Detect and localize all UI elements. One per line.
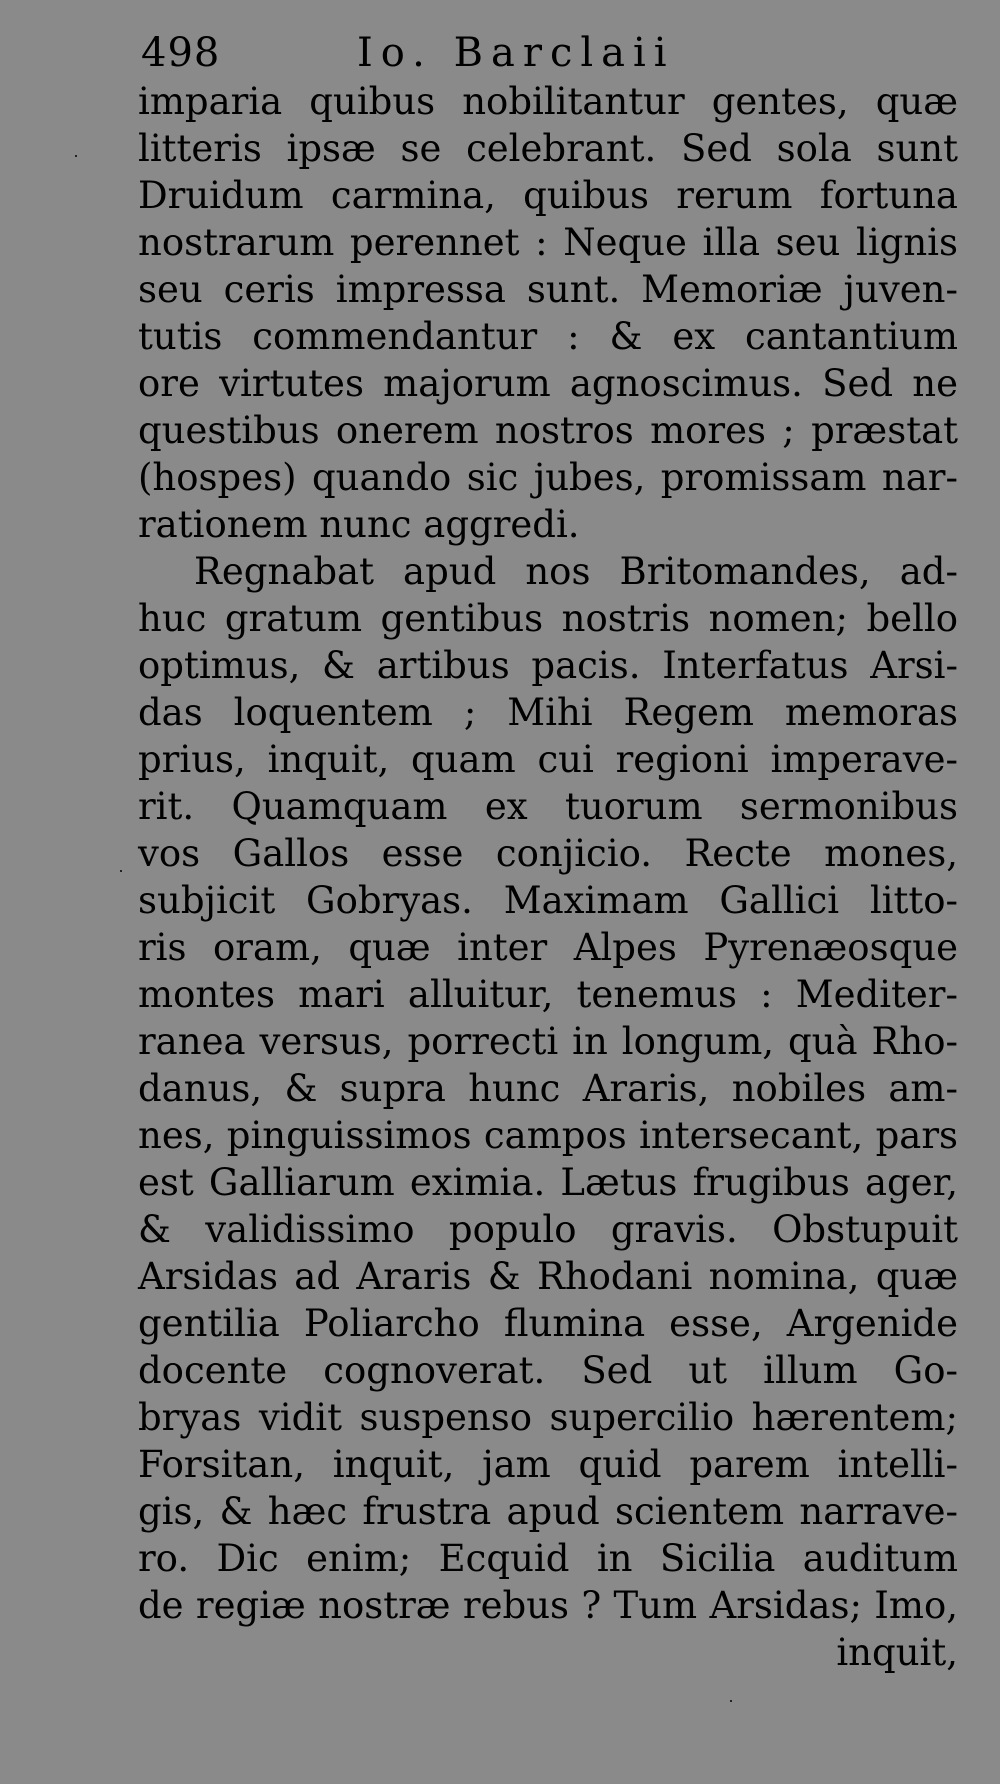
text-line: de regiæ nostræ rebus ? Tum Arsidas; Imo, xyxy=(138,1584,958,1627)
running-head xyxy=(135,30,955,80)
text-line: & validissimo populo gravis. Obstupuit xyxy=(138,1208,958,1251)
body-text xyxy=(138,78,958,1676)
text-line: bryas vidit suspenso supercilio hærentem; xyxy=(138,1396,958,1439)
text-line: ris oram, quæ inter Alpes Pyrenæosque xyxy=(138,926,958,969)
text-line: danus, & supra hunc Araris, nobiles am- xyxy=(138,1067,958,1110)
text-line: est Galliarum eximia. Lætus frugibus ager, xyxy=(138,1161,958,1204)
text-line: ro. Dic enim; Ecquid in Sicilia auditum xyxy=(138,1537,958,1580)
ink-speck xyxy=(75,155,77,157)
text-line: Druidum carmina, quibus rerum fortuna xyxy=(138,174,958,217)
text-line: montes mari alluitur, tenemus : Mediter- xyxy=(138,973,958,1016)
text-line: (hospes) quando sic jubes, promissam nar- xyxy=(138,456,958,499)
text-line: nostrarum perennet : Neque illa seu lignis xyxy=(138,221,958,264)
text-line: huc gratum gentibus nostris nomen; bello xyxy=(138,597,958,640)
text-line: litteris ipsæ se celebrant. Sed sola sunt xyxy=(138,127,958,170)
text-line: prius, inquit, quam cui regioni imperave- xyxy=(138,738,958,781)
text-line: docente cognoverat. Sed ut illum Go- xyxy=(138,1349,958,1392)
text-line: rationem nunc aggredi. xyxy=(138,503,580,546)
text-line: questibus onerem nostros mores ; præstat xyxy=(138,409,958,452)
text-line: Arsidas ad Araris & Rhodani nomina, quæ xyxy=(138,1255,958,1298)
page-number: 498 xyxy=(141,30,221,76)
text-line: tutis commendantur : & ex cantantium xyxy=(138,315,958,358)
catchword: inquit, xyxy=(836,1631,958,1674)
text-line: optimus, & artibus pacis. Interfatus Arsi- xyxy=(138,644,958,687)
ink-speck xyxy=(120,870,122,872)
running-title: Io. Barclaii xyxy=(357,30,675,76)
text-line: das loquentem ; Mihi Regem memoras xyxy=(138,691,958,734)
text-line: ranea versus, porrecti in longum, quà Rho- xyxy=(138,1020,958,1063)
text-line: rit. Quamquam ex tuorum sermonibus xyxy=(138,785,958,828)
text-line: subjicit Gobryas. Maximam Gallici litto- xyxy=(138,879,958,922)
ink-speck xyxy=(730,1700,732,1702)
text-line: nes, pinguissimos campos intersecant, pars xyxy=(138,1114,958,1157)
text-line: imparia quibus nobilitantur gentes, quæ xyxy=(138,80,958,123)
text-line: Regnabat apud nos Britomandes, ad- xyxy=(194,550,958,593)
text-line: gis, & hæc frustra apud scientem narrave- xyxy=(138,1490,958,1533)
text-line: gentilia Poliarcho flumina esse, Argenide xyxy=(138,1302,958,1345)
text-line: Forsitan, inquit, jam quid parem intelli- xyxy=(138,1443,958,1486)
text-line: ore virtutes majorum agnoscimus. Sed ne xyxy=(138,362,958,405)
text-line: vos Gallos esse conjicio. Recte mones, xyxy=(138,832,958,875)
text-line: seu ceris impressa sunt. Memoriæ juven- xyxy=(138,268,958,311)
